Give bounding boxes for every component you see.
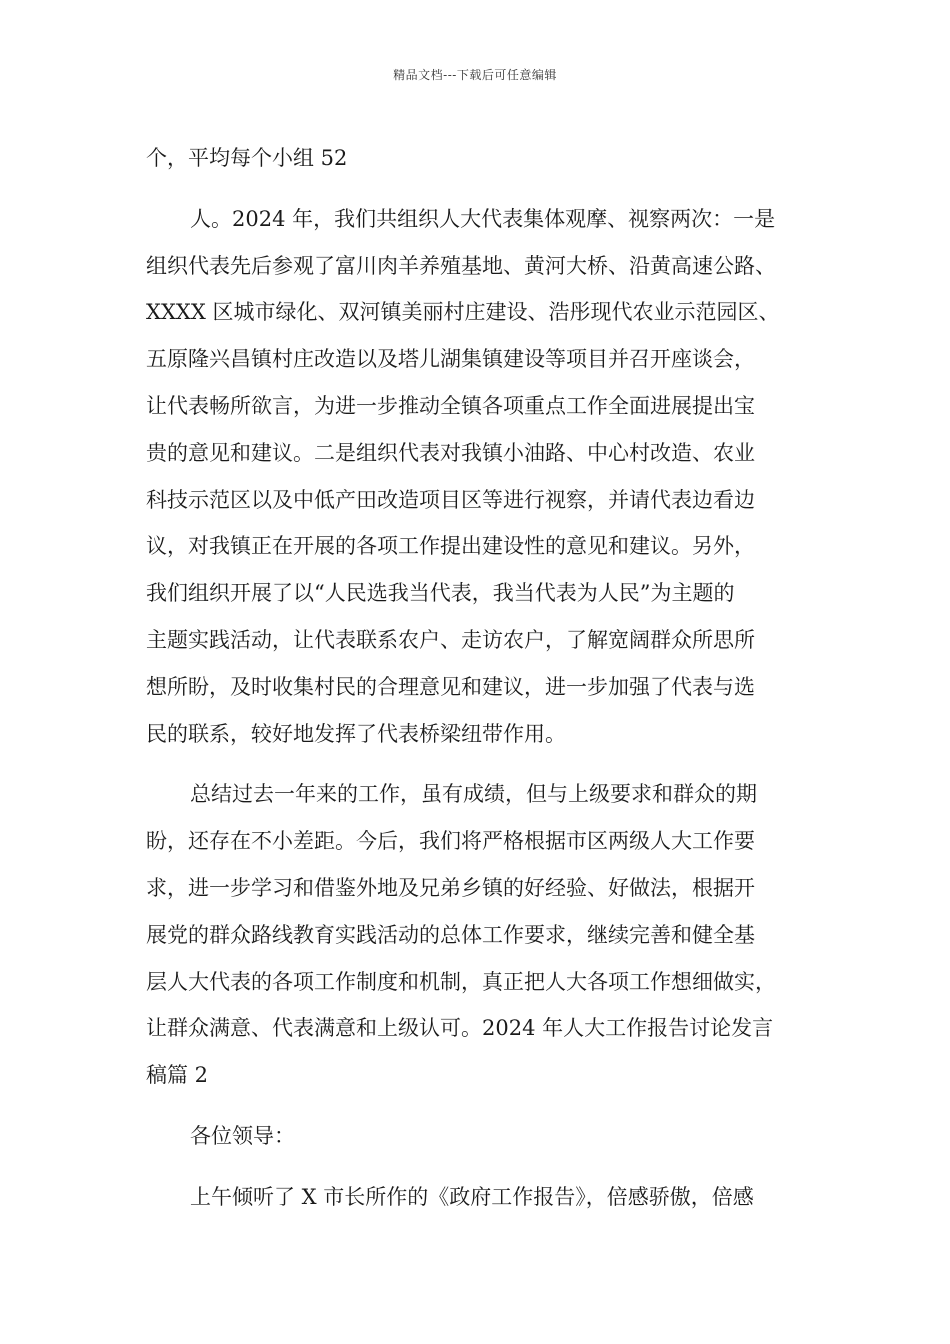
text-line: 展党的群众路线教育实践活动的总体工作要求，继续完善和健全基 <box>146 922 755 947</box>
text-line: 贵的意见和建议。二是组织代表对我镇小油路、中心村改造、农业 <box>146 440 755 465</box>
paragraph-4 <box>146 1113 826 1160</box>
text-line: 各位领导： <box>190 1123 295 1148</box>
text-line: 层人大代表的各项工作制度和机制，真正把人大各项工作想细做实， <box>146 969 776 994</box>
text-line: 人。2024 年，我们共组织人大代表集体观摩、视察两次：一是 <box>190 206 776 231</box>
paragraph-2 <box>146 196 826 758</box>
text-line: 五原隆兴昌镇村庄改造以及塔儿湖集镇建设等项目并召开座谈会， <box>146 347 755 372</box>
paragraph-3 <box>146 771 826 1099</box>
text-line: 求，进一步学习和借鉴外地及兄弟乡镇的好经验、好做法，根据开 <box>146 875 755 900</box>
paragraph-1 <box>146 135 826 182</box>
text-line: 议，对我镇正在开展的各项工作提出建设性的意见和建议。另外， <box>146 534 755 559</box>
text-line: 上午倾听了 X 市长所作的《政府工作报告》，倍感骄傲，倍感 <box>190 1184 754 1209</box>
text-line: 科技示范区以及中低产田改造项目区等进行视察，并请代表边看边 <box>146 487 755 512</box>
text-line: XXXX 区城市绿化、双河镇美丽村庄建设、浩彤现代农业示范园区、 <box>146 300 780 325</box>
page-header: 精品文档---下载后可任意编辑 <box>393 68 557 82</box>
text-line: 想所盼，及时收集村民的合理意见和建议，进一步加强了代表与选 <box>146 674 755 699</box>
text-line: 组织代表先后参观了富川肉羊养殖基地、黄河大桥、沿黄高速公路、 <box>146 253 776 278</box>
text-line: 民的联系，较好地发挥了代表桥梁纽带作用。 <box>146 721 566 746</box>
text-line: 让代表畅所欲言，为进一步推动全镇各项重点工作全面进展提出宝 <box>146 393 755 418</box>
paragraph-5 <box>146 1174 826 1221</box>
text-line: 总结过去一年来的工作，虽有成绩，但与上级要求和群众的期 <box>190 782 757 807</box>
text-line: 我们组织开展了以“人民选我当代表，我当代表为人民”为主题的 <box>146 581 735 606</box>
text-line: 稿篇 2 <box>146 1063 209 1088</box>
text-line: 盼，还存在不小差距。今后，我们将严格根据市区两级人大工作要 <box>146 829 755 854</box>
text-line: 个，平均每个小组 52 <box>146 146 348 170</box>
document-body <box>146 135 826 1221</box>
text-line: 让群众满意、代表满意和上级认可。2024 年人大工作报告讨论发言 <box>146 1016 774 1041</box>
text-line: 主题实践活动，让代表联系农户、走访农户，了解宽阔群众所思所 <box>146 627 755 652</box>
